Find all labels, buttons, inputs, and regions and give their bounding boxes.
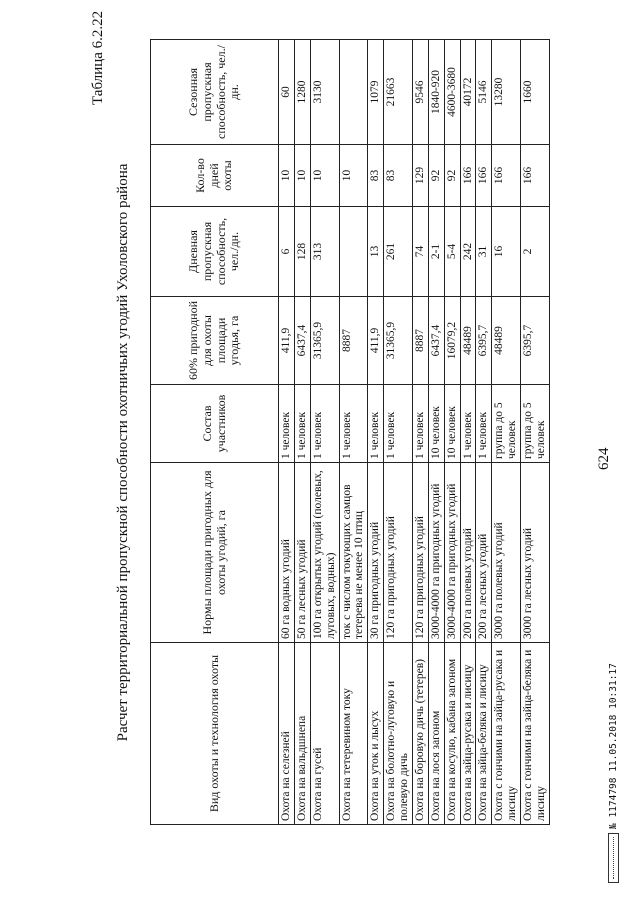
hunt-type-cell: Охота на зайца-русака и лисицу [460,643,476,825]
column-header: Состав участников [151,385,279,463]
daily-capacity-cell [339,207,368,297]
table-row [368,40,384,825]
table-row [521,40,550,825]
party-cell: 1 человек [294,385,310,463]
table-row [384,40,413,825]
season-capacity-cell: 9546 [412,40,428,145]
hunt-type-cell: Охота на косулю, кабана загоном [444,643,460,825]
table-row [412,40,428,825]
party-cell: 1 человек [460,385,476,463]
column-header: 60% пригодной для охоты площади угодья, га [151,297,279,385]
party-cell: 1 человек [279,385,295,463]
daily-capacity-cell: 2-1 [428,207,444,297]
hunt-days-cell: 166 [521,145,550,207]
hunt-days-cell: 166 [460,145,476,207]
area-norm-cell: 100 га открытых угодий (полевых, луговых, водных) [310,463,339,643]
season-capacity-cell: 3130 [310,40,339,145]
table-row [294,40,310,825]
party-cell: 10 человек [428,385,444,463]
area-norm-cell: 120 га пригодных угодий [412,463,428,643]
party-cell: группа до 5 человек [521,385,550,463]
hunt-days-cell: 92 [428,145,444,207]
season-capacity-cell: 1280 [294,40,310,145]
area-norm-cell: 3000 га полевых угодий [492,463,521,643]
table-header-row [151,40,279,825]
usable-area-cell: 6395,7 [521,297,550,385]
hunt-type-cell: Охота на зайца-беляка и лисицу [476,643,492,825]
hunt-days-cell: 83 [368,145,384,207]
table-row [339,40,368,825]
daily-capacity-cell: 128 [294,207,310,297]
daily-capacity-cell: 16 [492,207,521,297]
table-label: Таблица 6.2.22 [90,10,106,105]
area-norm-cell: 50 га лесных угодий [294,463,310,643]
area-norm-cell: 3000 га лесных угодий [521,463,550,643]
usable-area-cell: 411,9 [279,297,295,385]
table-row [492,40,521,825]
party-cell: 1 человек [310,385,339,463]
table-row [476,40,492,825]
party-cell: 1 человек [339,385,368,463]
daily-capacity-cell: 261 [384,207,413,297]
season-capacity-cell: 60 [279,40,295,145]
hunt-days-cell: 10 [294,145,310,207]
hunt-type-cell: Охота на лося загоном [428,643,444,825]
table-row [279,40,295,825]
usable-area-cell: 31365,9 [384,297,413,385]
season-capacity-cell: 1660 [521,40,550,145]
document-stamp [608,663,619,883]
column-header: Кол-во дней охоты [151,145,279,207]
usable-area-cell: 48489 [460,297,476,385]
hunt-days-cell: 129 [412,145,428,207]
table-row [444,40,460,825]
hunt-type-cell: Охота на гусей [310,643,339,825]
usable-area-cell: 411,9 [368,297,384,385]
usable-area-cell: 8887 [339,297,368,385]
usable-area-cell: 8887 [412,297,428,385]
area-norm-cell: 3000-4000 га пригодных угодий [428,463,444,643]
stamp-text: № 1174798 11.05.2018 10:31:17 [608,663,619,829]
area-norm-cell: 60 га водных угодий [279,463,295,643]
season-capacity-cell: 1079 [368,40,384,145]
daily-capacity-cell: 6 [279,207,295,297]
party-cell: 1 человек [476,385,492,463]
hunt-type-cell: Охота с гончими на зайца-беляка и лисицу [521,643,550,825]
table-row [460,40,476,825]
daily-capacity-cell: 313 [310,207,339,297]
party-cell: 1 человек [384,385,413,463]
hunt-days-cell: 10 [339,145,368,207]
hunt-days-cell: 10 [310,145,339,207]
table-row [310,40,339,825]
party-cell: группа до 5 человек [492,385,521,463]
season-capacity-cell [339,40,368,145]
season-capacity-cell: 5146 [476,40,492,145]
column-header: Нормы площади пригодных для охоты угодий, га [151,463,279,643]
daily-capacity-cell: 31 [476,207,492,297]
capacity-table [150,39,550,825]
column-header: Вид охоты и технология охоты [151,643,279,825]
page-number: 624 [596,447,612,470]
hunt-type-cell: Охота на болотно-луговую и полевую дичь [384,643,413,825]
area-norm-cell: 200 га лесных угодий [476,463,492,643]
hunt-type-cell: Охота на уток и лысух [368,643,384,825]
hunt-type-cell: Охота с гончими на зайца-русака и лисицу [492,643,521,825]
party-cell: 1 человек [412,385,428,463]
daily-capacity-cell: 5-4 [444,207,460,297]
usable-area-cell: 16079,2 [444,297,460,385]
hunt-days-cell: 166 [492,145,521,207]
area-norm-cell: 200 га полевых угодий [460,463,476,643]
hunt-type-cell: Охота на боровую дичь (тетерев) [412,643,428,825]
usable-area-cell: 31365,9 [310,297,339,385]
hunt-type-cell: Охота на вальдшнепа [294,643,310,825]
season-capacity-cell: 4600-3680 [444,40,460,145]
daily-capacity-cell: 13 [368,207,384,297]
document-title: Расчет территориальной пропускной способности охотничьих угодий Ухоловского района [115,163,131,742]
table-row [428,40,444,825]
party-cell: 1 человек [368,385,384,463]
daily-capacity-cell: 74 [412,207,428,297]
hunt-days-cell: 166 [476,145,492,207]
hunt-days-cell: 83 [384,145,413,207]
season-capacity-cell: 40172 [460,40,476,145]
column-header: Сезонная пропускная способность, чел./дн. [151,40,279,145]
season-capacity-cell: 13280 [492,40,521,145]
area-norm-cell: ток с числом токующих самцов тетерева не менее 10 птиц [339,463,368,643]
stamp-box-icon [608,833,619,883]
area-norm-cell: 120 га пригодных угодий [384,463,413,643]
hunt-days-cell: 10 [279,145,295,207]
party-cell: 10 человек [444,385,460,463]
usable-area-cell: 6395,7 [476,297,492,385]
usable-area-cell: 6437,4 [294,297,310,385]
hunt-type-cell: Охота на селезней [279,643,295,825]
column-header: Дневная пропускная способность, чел./дн. [151,207,279,297]
season-capacity-cell: 21663 [384,40,413,145]
hunt-days-cell: 92 [444,145,460,207]
area-norm-cell: 30 га пригодных угодий [368,463,384,643]
season-capacity-cell: 1840-920 [428,40,444,145]
usable-area-cell: 6437,4 [428,297,444,385]
area-norm-cell: 3000-4000 га пригодных угодий [444,463,460,643]
usable-area-cell: 48489 [492,297,521,385]
daily-capacity-cell: 2 [521,207,550,297]
hunt-type-cell: Охота на тетеревином току [339,643,368,825]
daily-capacity-cell: 242 [460,207,476,297]
